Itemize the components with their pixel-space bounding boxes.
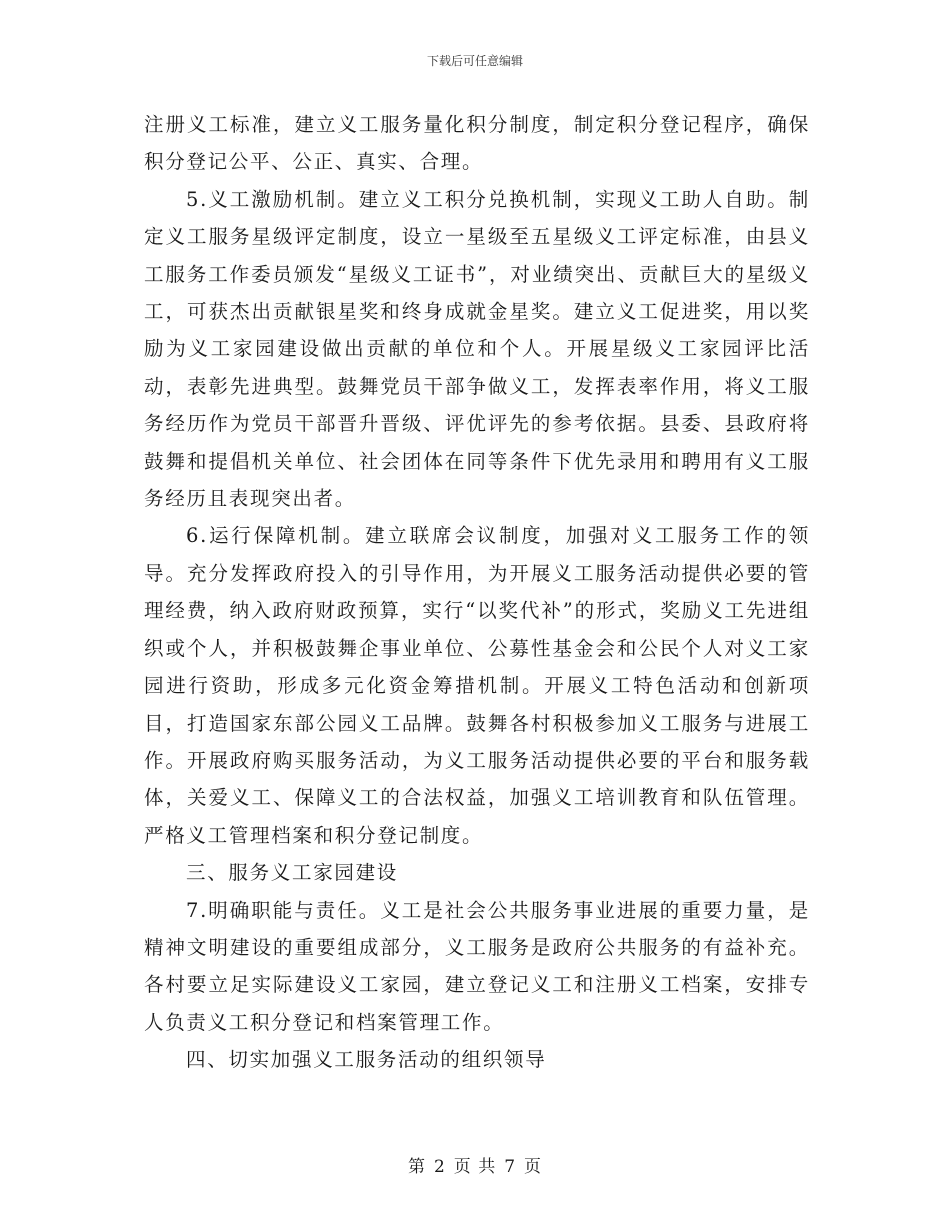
- footer-prefix: 第: [407, 1157, 426, 1177]
- section-heading-service-home: 三、服务义工家园建设: [186, 861, 399, 885]
- footer-suffix: 页: [524, 1157, 543, 1177]
- paragraph-incentive-mechanism: 5.义工激励机制。建立义工积分兑换机制，实现义工助人自助。制定义工服务星级评定制度，设立一星级至五星级义工评定标准，由县义工服务工作委员颁发“星级义工证书”，对业绩突出、贡献巨大的星级义工，可获杰出贡献银星奖和终身成就金星奖。建立义工促进奖，用以奖励为义工家园建设做出贡献的单位和个人。开展星级义工家园评比活动，表彰先进典型。鼓舞党员干部争做义工，发挥表率作用，将义工服务经历作为党员干部晋升晋级、评优评先的参考依据。县委、县政府将鼓舞和提倡机关单位、社会团体在同等条件下优先录用和聘用有义工服务经历且表现突出者。: [144, 187, 810, 511]
- paragraph-duties-responsibilities: 7.明确职能与责任。义工是社会公共服务事业进展的重要力量，是精神文明建设的重要组成部分，义工服务是政府公共服务的有益补充。各村要立足实际建设义工家园，建立登记义工和注册义工档案，安排专人负责义工积分登记和档案管理工作。: [144, 898, 810, 1034]
- paragraph-operation-guarantee: 6.运行保障机制。建立联席会议制度，加强对义工服务工作的领导。充分发挥政府投入的引导作用，为开展义工服务活动提供必要的管理经费，纳入政府财政预算，实行“以奖代补”的形式，奖励义工先进组织或个人，并积极鼓舞企事业单位、公募性基金会和公民个人对义工家园进行资助，形成多元化资金筹措机制。开展义工特色活动和创新项目，打造国家东部公园义工品牌。鼓舞各村积极参加义工服务与进展工作。开展政府购买服务活动，为义工服务活动提供必要的平台和服务载体，关爱义工、保障义工的合法权益，加强义工培训教育和队伍管理。严格义工管理档案和积分登记制度。: [144, 524, 810, 847]
- footer-middle: 页 共: [453, 1157, 497, 1177]
- footer-current-page: 2: [433, 1157, 446, 1177]
- page-footer: [0, 1152, 950, 1177]
- paragraph-registration-standard: 注册义工标准，建立义工服务量化积分制度，制定积分登记程序，确保积分登记公平、公正、真实、合理。: [144, 113, 810, 174]
- section-heading-organization-leadership: 四、切实加强义工服务活动的组织领导: [186, 1048, 547, 1072]
- page-header: 下载后可任意编辑: [426, 54, 523, 68]
- footer-total-pages: 7: [504, 1157, 517, 1177]
- document-body: [144, 106, 810, 1079]
